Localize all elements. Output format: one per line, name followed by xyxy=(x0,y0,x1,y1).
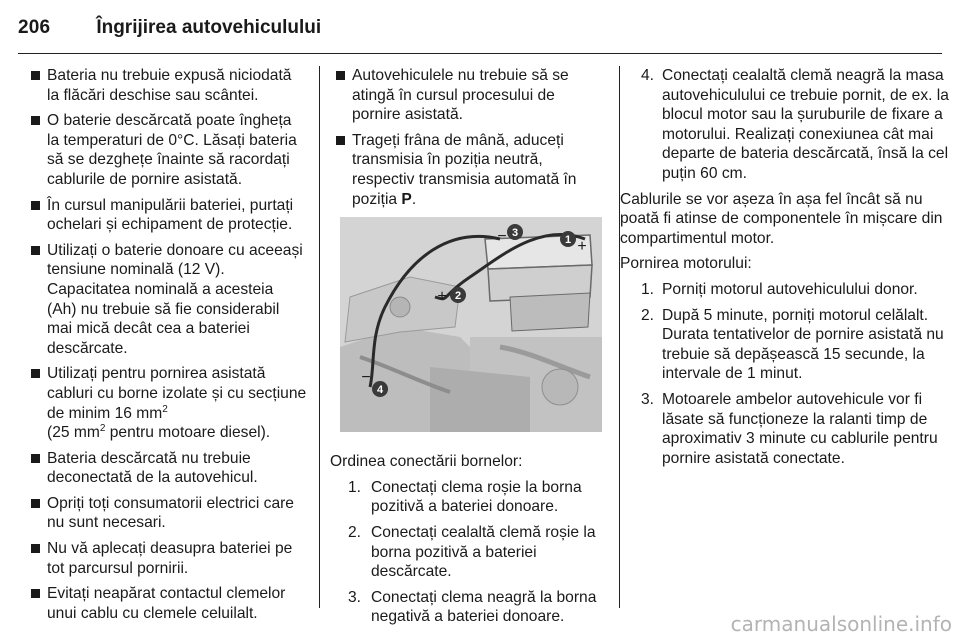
list-item: Nu vă aplecați deasupra bateriei pe tot parcursul pornirii. xyxy=(25,539,307,578)
bullet-square-icon xyxy=(31,499,40,508)
list-item: 2. După 5 minute, porniți motorul celălalt. Durata tentativelor de pornire asistată nu trebuie să depășească 15 secunde, la intervale de 1 minut. xyxy=(641,306,944,383)
safety-bullet-list xyxy=(25,66,307,623)
column-divider-1 xyxy=(319,66,320,608)
column-2 xyxy=(330,66,605,633)
bullet-square-icon xyxy=(31,454,40,463)
bullet-square-icon xyxy=(31,369,40,378)
bullet-square-icon xyxy=(31,201,40,210)
list-item: 2. Conectați cealaltă clemă roșie la borna pozitivă a bateriei descărcate. xyxy=(348,523,596,581)
header-rule xyxy=(18,53,942,54)
engine-start-list xyxy=(620,280,950,468)
bullet-square-icon xyxy=(31,589,40,598)
list-item: 3. Motoarele ambelor autovehicule vor fi lăsate să funcționeze la ralanti timp de aproximativ 3 minute cu cablurile pentru pornire asistată conectate. xyxy=(641,390,938,467)
svg-text:−: − xyxy=(361,369,371,387)
connection-order-list xyxy=(330,478,605,627)
bullet-square-icon xyxy=(336,71,345,80)
svg-text:4: 4 xyxy=(376,384,384,397)
page-title: Îngrijirea autovehiculului xyxy=(96,17,322,38)
procedure-bullet-list xyxy=(330,66,605,209)
svg-text:+: + xyxy=(437,288,447,306)
list-item: 3. Conectați clema neagră la borna negativă a bateriei donoare. xyxy=(348,588,597,626)
watermark: carmanualsonline.info xyxy=(730,612,952,636)
list-item: Bateria nu trebuie expusă niciodată la flăcări deschise sau scântei. xyxy=(25,66,307,105)
list-item: Opriți toți consumatorii electrici care nu sunt necesari. xyxy=(25,494,307,533)
bullet-square-icon xyxy=(31,246,40,255)
svg-text:3: 3 xyxy=(511,227,519,240)
list-item: 1. Conectați clema roșie la borna pozitivă a bateriei donoare. xyxy=(348,478,582,516)
list-item: 1. Porniți motorul autovehiculului donor. xyxy=(641,280,918,298)
list-item: 4. Conectați cealaltă clemă neagră la masa autovehiculului ce trebuie pornit, de ex. la blocul motor sau la șuruburile de fixare a motorului. Realizați conexiunea cât mai departe de bateria descărcată, însă la cel puțin 60 cm. xyxy=(641,67,949,182)
jump-start-illustration xyxy=(340,217,602,432)
page-header xyxy=(18,10,321,46)
list-item: Evitați neapărat contactul clemelor unui cablu cu clemele celuilalt. xyxy=(25,584,307,623)
page-number: 206 xyxy=(18,17,51,38)
svg-text:2: 2 xyxy=(454,290,462,303)
list-item: Utilizați pentru pornirea asistată cabluri cu borne izolate și cu secțiune de minim 16 $mm^2$ (25 $mm^2$ pentru motoare diesel). xyxy=(25,364,307,442)
svg-text:−: − xyxy=(497,228,507,246)
list-item: Bateria descărcată nu trebuie deconectată de la autovehicul. xyxy=(25,449,307,488)
cable-routing-paragraph: Cablurile se vor așeza în așa fel încât să nu poată fi atinse de componentele în mișcare din compartimentul motor. xyxy=(620,190,943,247)
bullet-square-icon xyxy=(31,116,40,125)
svg-text:1: 1 xyxy=(564,234,572,247)
list-item: O baterie descărcată poate îngheța la temperaturi de 0°C. Lăsați bateria să se dezghețe înainte să racordați cablurile de pornire asistată. xyxy=(25,111,307,189)
column-1 xyxy=(25,66,307,629)
order-heading: Ordinea conectării bornelor: xyxy=(330,453,523,471)
list-item: Trageți frâna de mână, aduceți transmisia în poziția neutră, respectiv transmisia automată în poziția P. xyxy=(330,131,605,209)
bullet-square-icon xyxy=(31,71,40,80)
list-item: Autovehiculele nu trebuie să se atingă în cursul procesului de pornire asistată. xyxy=(330,66,605,125)
column-3 xyxy=(620,66,950,474)
list-item: În cursul manipulării bateriei, purtați ochelari și echipament de protecție. xyxy=(25,196,307,235)
bullet-square-icon xyxy=(336,136,345,145)
list-item: Utilizați o baterie donoare cu aceeași tensiune nominală (12 V). Capacitatea nominală a acesteia (Ah) nu trebuie să fie considerabil mai mică decât cea a bateriei descărcate. xyxy=(25,241,307,359)
engine-start-heading: Pornirea motorului: xyxy=(620,255,752,273)
bullet-square-icon xyxy=(31,544,40,553)
svg-text:+: + xyxy=(577,238,587,256)
engine-bay-drawing xyxy=(340,217,602,432)
connection-order-list-continued xyxy=(620,66,950,184)
